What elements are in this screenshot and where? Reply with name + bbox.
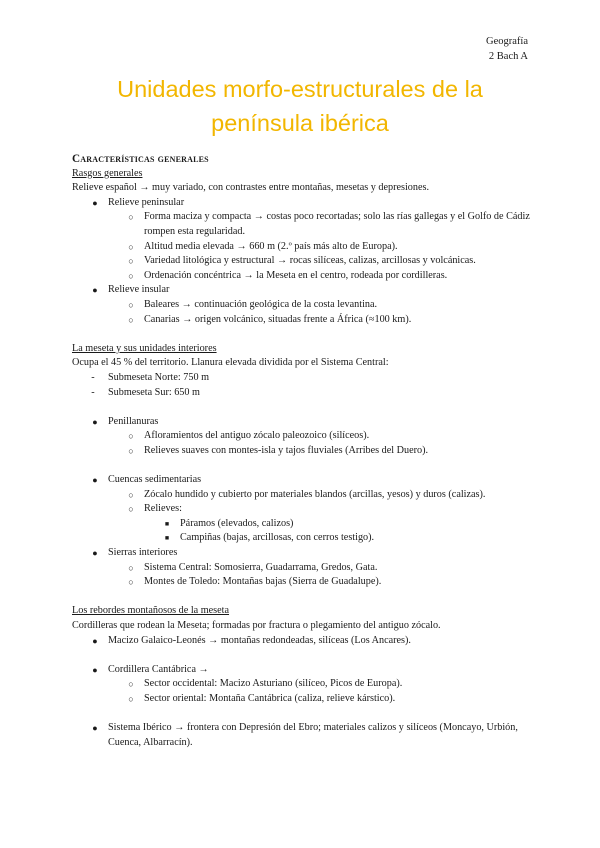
subsection-heading: Los rebordes montañosos de la meseta (72, 605, 230, 617)
bullet-list (72, 415, 532, 459)
circle-bullet-icon: ○ (128, 299, 134, 310)
circle-bullet-icon: ○ (128, 431, 134, 442)
list-item: ○ Variedad litológica y estructural → rocas silíceas, calizas, arcillosas y volcánicas. (72, 254, 532, 269)
title-line-2: península ibérica (211, 110, 389, 136)
bullet-icon: ● (92, 285, 98, 296)
paragraph: Ocupa el 45 % del territorio. Llanura elevada dividida por el Sistema Central: (72, 357, 389, 369)
list-item: ○ Ordenación concéntrica → la Meseta en el centro, rodeada por cordilleras. (72, 269, 532, 284)
subsection-heading: La meseta y sus unidades interiores (72, 342, 217, 354)
document-title (60, 72, 540, 140)
header-info (486, 34, 528, 64)
list-item: ○ Forma maciza y compacta → costas poco recortadas; solo las rías gallegas y el Golfo de Cádiz rompen esta regularidad. (72, 210, 532, 239)
circle-bullet-icon: ○ (128, 314, 134, 325)
title-line-1: Unidades morfo-estructurales de la (117, 76, 483, 102)
bullet-icon: ● (92, 664, 98, 675)
list-item: ● Sierras interiores (72, 546, 532, 561)
list-item: ● Sistema Ibérico → frontera con Depresión del Ebro; materiales calizos y silíceos (Moncayo, Urbión, Cuenca, Albarracín). (72, 721, 532, 750)
square-bullet-icon: ■ (164, 534, 170, 543)
list-item: ○ Sistema Central: Somosierra, Guadarrama, Gredos, Gata. (72, 561, 532, 576)
list-item: ○ Altitud media elevada → 660 m (2.º país más alto de Europa). (72, 240, 532, 255)
bullet-icon: ● (92, 197, 98, 208)
circle-bullet-icon: ○ (128, 212, 134, 223)
bullet-list (72, 473, 532, 590)
list-item: ● Relieve peninsular (72, 196, 532, 211)
dash-bullet-icon: - (91, 371, 95, 383)
circle-bullet-icon: ○ (128, 256, 134, 267)
document-body (72, 152, 532, 750)
list-item: ● Macizo Galaico-Leonés → montañas redondeadas, silíceas (Los Ancares). (72, 634, 532, 649)
bullet-list (72, 196, 532, 327)
list-item: ○ Zócalo hundido y cubierto por materiales blandos (arcillas, yesos) y duros (calizas). (72, 488, 532, 503)
list-item: ○ Relieves: (72, 502, 532, 517)
paragraph: Cordilleras que rodean la Meseta; formadas por fractura o plegamiento del antiguo zócalo. (72, 620, 441, 631)
list-item: ○ Sector oriental: Montaña Cantábrica (caliza, relieve kárstico). (72, 692, 532, 707)
circle-bullet-icon: ○ (128, 577, 134, 588)
circle-bullet-icon: ○ (128, 693, 134, 704)
dash-list (72, 371, 532, 400)
list-item: ● Penillanuras (72, 415, 532, 430)
list-item: ● Cuencas sedimentarias (72, 473, 532, 488)
list-item: ○ Afloramientos del antiguo zócalo paleozoico (silíceos). (72, 429, 532, 444)
circle-bullet-icon: ○ (128, 562, 134, 573)
bullet-list (72, 663, 532, 707)
bullet-icon: ● (92, 548, 98, 559)
circle-bullet-icon: ○ (128, 241, 134, 252)
list-item: - Submeseta Norte: 750 m (72, 371, 532, 386)
list-item: ■ Campiñas (bajas, arcillosas, con cerros testigo). (72, 531, 532, 546)
square-bullet-icon: ■ (164, 519, 170, 528)
bullet-list (72, 634, 532, 649)
paragraph: Relieve español → muy variado, con contrastes entre montañas, mesetas y depresiones. (72, 182, 430, 194)
list-item: ○ Canarias → origen volcánico, situadas frente a África (≈100 km). (72, 313, 532, 328)
circle-bullet-icon: ○ (128, 489, 134, 500)
circle-bullet-icon: ○ (128, 445, 134, 456)
course-label: 2 Bach A (488, 51, 528, 62)
bullet-icon: ● (92, 416, 98, 427)
list-item: ○ Montes de Toledo: Montañas bajas (Sierra de Guadalupe). (72, 575, 532, 590)
subsection-heading: Rasgos generales (72, 167, 143, 179)
list-item: ● Relieve insular (72, 283, 532, 298)
list-item: ○ Sector occidental: Macizo Asturiano (silíceo, Picos de Europa). (72, 677, 532, 692)
bullet-icon: ● (92, 723, 98, 734)
list-item: ○ Relieves suaves con montes-isla y tajos fluviales (Arribes del Duero). (72, 444, 532, 459)
subject-label: Geografía (486, 36, 528, 47)
circle-bullet-icon: ○ (128, 504, 134, 515)
list-item: - Submeseta Sur: 650 m (72, 386, 532, 401)
bullet-icon: ● (92, 475, 98, 486)
dash-bullet-icon: - (91, 386, 95, 398)
bullet-list (72, 721, 532, 750)
section-heading: Características generales (72, 153, 209, 165)
list-item: ■ Páramos (elevados, calizos) (72, 517, 532, 532)
list-item: ○ Baleares → continuación geológica de la costa levantina. (72, 298, 532, 313)
list-item: ● Cordillera Cantábrica → (72, 663, 532, 678)
circle-bullet-icon: ○ (128, 270, 134, 281)
circle-bullet-icon: ○ (128, 679, 134, 690)
bullet-icon: ● (92, 635, 98, 646)
